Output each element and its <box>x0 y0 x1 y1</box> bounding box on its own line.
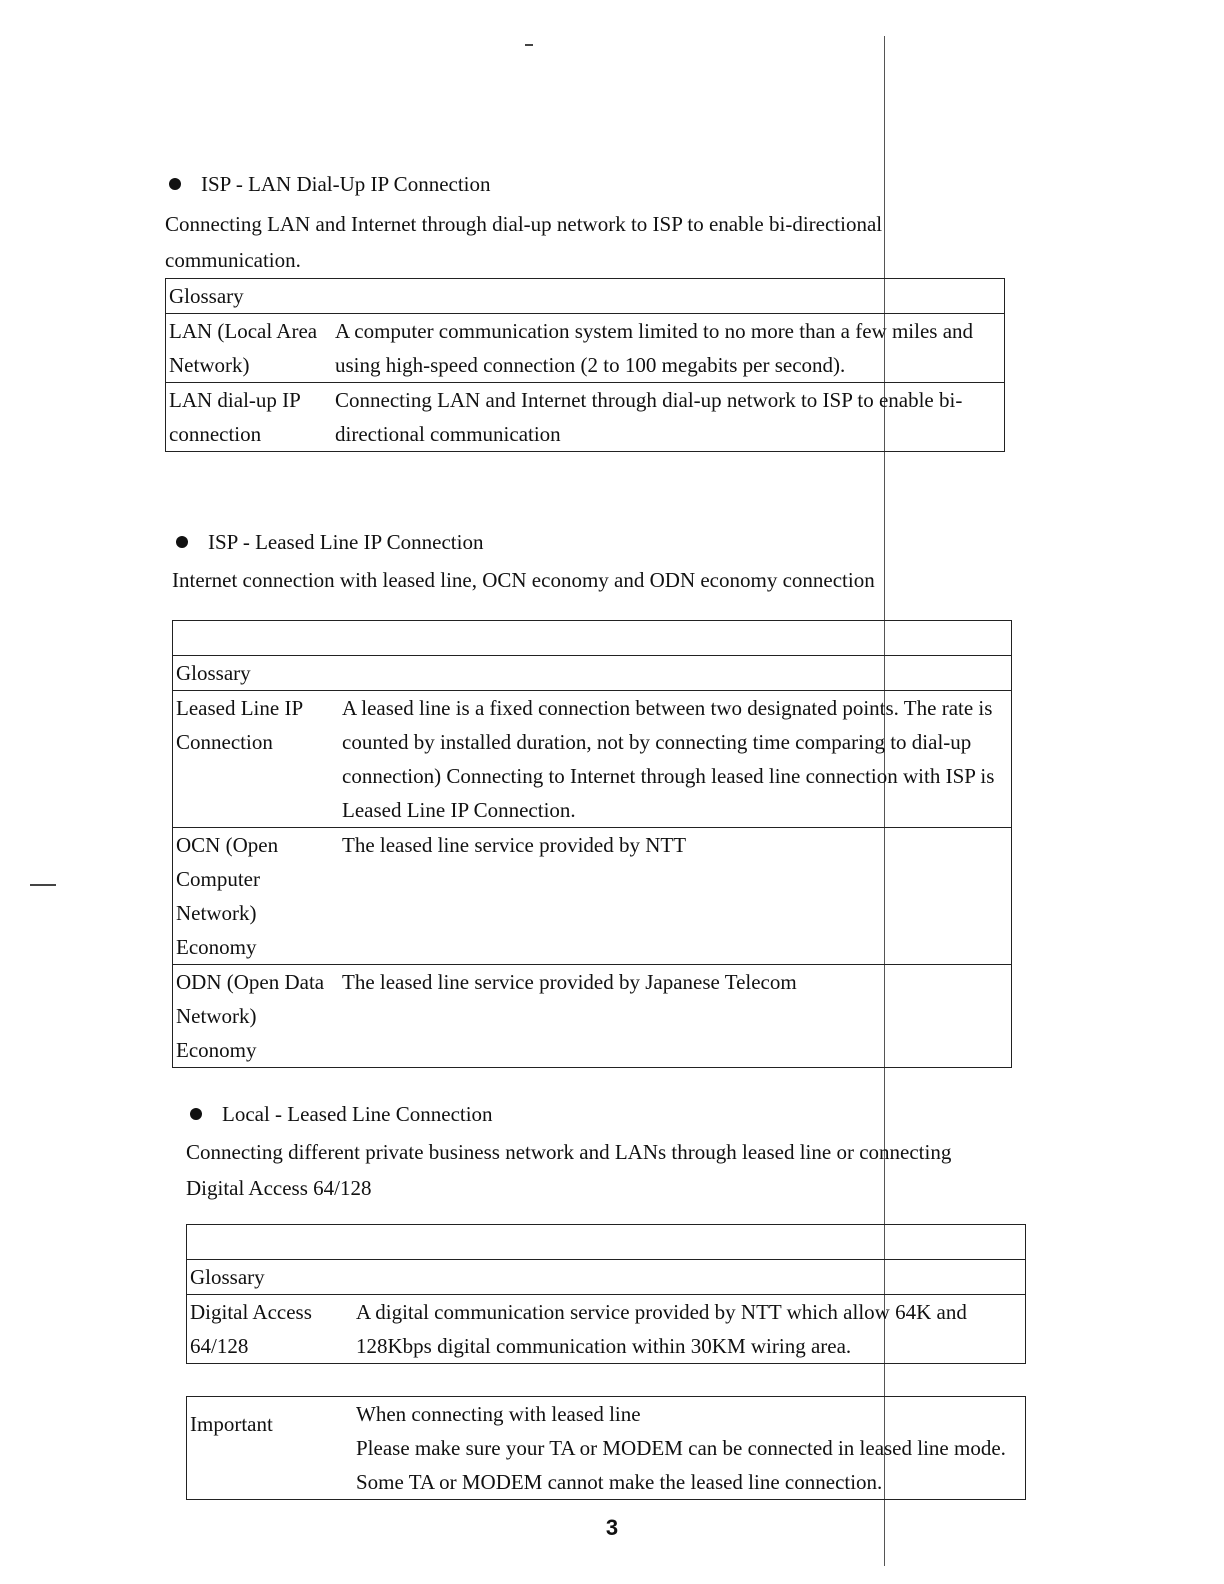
glossary-term: LAN (Local Area Network) <box>166 314 328 383</box>
glossary-row <box>166 314 1005 383</box>
section-heading-text: Local - Leased Line Connection <box>222 1102 493 1126</box>
section-heading <box>186 1100 1026 1128</box>
important-label: Important <box>187 1397 349 1500</box>
glossary-row <box>173 965 1012 1068</box>
section-local-leased-line <box>186 1100 1026 1500</box>
glossary-definition: A leased line is a fixed connection between two designated points. The rate is counted by installed duration, not by connecting time comparing to dial-up connection) Connecting to Internet through leased line connection with ISP is Leased Line IP Connection. <box>334 691 1012 828</box>
glossary-table <box>186 1224 1026 1364</box>
section-heading-text: ISP - LAN Dial-Up IP Connection <box>201 172 491 196</box>
bullet-icon <box>190 1108 202 1120</box>
glossary-term: Leased Line IP Connection <box>173 691 335 828</box>
glossary-row <box>173 691 1012 828</box>
section-leased-line-ip <box>172 528 1012 1068</box>
important-text <box>348 1397 1026 1500</box>
scan-speck <box>525 44 533 46</box>
glossary-term: ODN (Open Data Network) Economy <box>173 965 335 1068</box>
glossary-definition: Connecting LAN and Internet through dial-up network to ISP to enable bi-directional communication <box>327 383 1005 452</box>
glossary-table <box>165 278 1005 452</box>
scan-speck <box>30 884 56 886</box>
glossary-term: OCN (Open Computer Network) Economy <box>173 828 335 965</box>
glossary-caption: Glossary <box>166 279 1005 314</box>
page-number: 3 <box>605 1515 619 1540</box>
glossary-definition: The leased line service provided by Japanese Telecom <box>334 965 1012 1068</box>
important-note <box>186 1396 1026 1500</box>
section-heading <box>172 528 1012 556</box>
glossary-definition: A computer communication system limited to no more than a few miles and using high-speed connection (2 to 100 megabits per second). <box>327 314 1005 383</box>
section-description: Connecting LAN and Internet through dial-up network to ISP to enable bi-directional communication. <box>165 212 883 272</box>
section-description: Internet connection with leased line, OCN economy and ODN economy connection <box>172 568 875 592</box>
glossary-caption: Glossary <box>173 656 1012 691</box>
glossary-row <box>173 828 1012 965</box>
glossary-definition: A digital communication service provided by NTT which allow 64K and 128Kbps digital communication within 30KM wiring area. <box>348 1295 1026 1364</box>
bullet-icon <box>169 178 181 190</box>
section-heading-text: ISP - Leased Line IP Connection <box>208 530 484 554</box>
important-line: When connecting with leased line <box>356 1402 641 1426</box>
section-description: Connecting different private business network and LANs through leased line or connecting Digital Access 64/128 <box>186 1140 952 1200</box>
important-line: Please make sure your TA or MODEM can be connected in leased line mode. Some TA or MODEM cannot make the leased line connection. <box>356 1436 1006 1494</box>
glossary-row <box>166 383 1005 452</box>
glossary-caption: Glossary <box>187 1260 1026 1295</box>
glossary-term: Digital Access 64/128 <box>187 1295 349 1364</box>
glossary-blank-row <box>187 1225 1026 1260</box>
bullet-icon <box>176 536 188 548</box>
section-lan-dialup <box>165 170 1005 452</box>
glossary-term: LAN dial-up IP connection <box>166 383 328 452</box>
section-heading <box>165 170 1005 198</box>
glossary-table <box>172 620 1012 1068</box>
glossary-row <box>187 1295 1026 1364</box>
glossary-blank-row <box>173 621 1012 656</box>
glossary-definition: The leased line service provided by NTT <box>334 828 1012 965</box>
